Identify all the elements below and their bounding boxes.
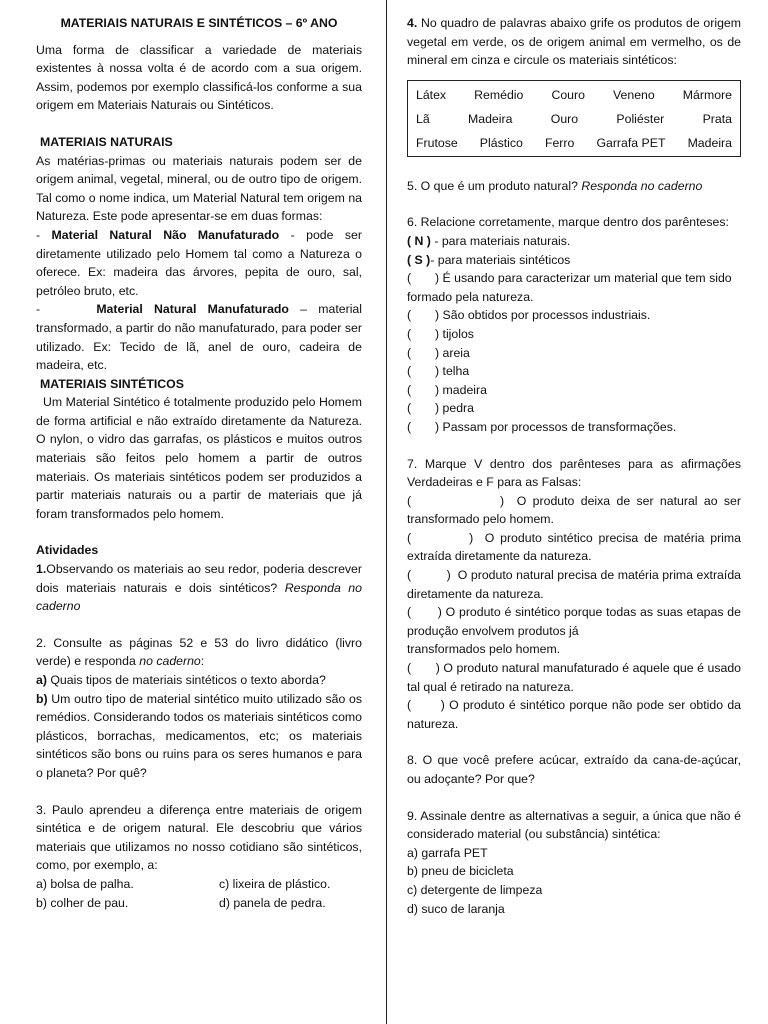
q9-option: b) pneu de bicicleta <box>407 864 514 879</box>
q6-key-s <box>407 251 741 270</box>
nao-manuf-label: Material Natural Não Manufaturado <box>51 227 280 242</box>
q7-item: ( ) O produto deixa de ser natural ao ser transformado pelo homem. <box>407 493 745 527</box>
q2b-text: Um outro tipo de material sintético muito utilizado são os remédios. Considerando todos os materiais sintéticos como plásticos, borrachas, medicamentos, etc; os materiais sintéticos são bons ou ruins para os seres humanos e para o planeta? Por quê? <box>36 691 362 780</box>
question-2a <box>36 671 362 690</box>
q6-item: ( ) tijolos <box>407 326 474 341</box>
word-row <box>416 83 732 107</box>
question-7: 7. Marque V dentro dos parênteses para as afirmações Verdadeiras e F para as Falsas: <box>407 456 741 490</box>
q3-option: b) colher de pau. <box>36 895 129 910</box>
q2-text: 2. Consulte as páginas 52 e 53 do livro didático (livro verde) e responda <box>36 635 362 669</box>
word: Látex <box>416 87 447 102</box>
column-divider <box>386 0 387 1024</box>
word: Plástico <box>479 135 523 150</box>
word: Prata <box>702 111 732 126</box>
nao-manuf-text: - pode ser diretamente utilizado pelo Homem tal como a Natureza o oferece. Ex: madeira das árvores, pepita de ouro, sal, petróleo bruto, etc. <box>36 227 362 298</box>
q6-key-s-text: - para materiais sintéticos <box>430 252 571 267</box>
q5-text: 5. O que é um produto natural? <box>407 178 582 193</box>
question-9: 9. Assinale dentre as alternativas a seguir, a única que não é considerado material (ou substância) sintética: <box>407 808 741 842</box>
q6-key-s-label: ( S ) <box>407 252 431 267</box>
word: Mármore <box>682 87 732 102</box>
q7-item: ( ) O produto sintético precisa de matéria prima extraída diretamente da natureza. <box>407 530 745 564</box>
page-title: MATERIAIS NATURAIS E SINTÉTICOS – 6º ANO <box>60 16 338 30</box>
question-8: 8. O que você prefere acúcar, extraído da cana-de-açúcar, ou adoçante? Por que? <box>407 753 741 786</box>
q1-number: 1. <box>36 562 47 577</box>
question-2b <box>36 690 362 783</box>
q2a-label: a) <box>36 673 47 687</box>
q6-item: ( ) Passam por processos de transformações. <box>407 419 677 434</box>
question-5 <box>407 177 741 196</box>
q6-item: ( ) areia <box>407 345 470 360</box>
word: Garrafa PET <box>596 135 666 150</box>
q9-option: d) suco de laranja <box>407 901 505 916</box>
word: Madeira <box>687 135 732 150</box>
word: Couro <box>551 87 585 102</box>
q9-option: a) garrafa PET <box>407 845 488 860</box>
naturais-text: As matérias-primas ou materiais naturais podem ser de origem animal, vegetal, mineral, ou de outro tipo de origem. Tal como o nome indica, um Material Natural tem origem na Natureza. Este pode apresentar-se em duas formas: <box>36 153 362 224</box>
intro-paragraph: Uma forma de classificar a variedade de materiais existentes à nossa volta é de acordo com a sua origem. Assim, podemos por exemplo classificá-los conforme a sua origem em Materiais Naturais ou Sintéticos. <box>36 42 362 113</box>
right-column <box>407 14 745 918</box>
q9-option: c) detergente de limpeza <box>407 882 543 897</box>
naturais-heading: MATERIAIS NATURAIS <box>40 134 173 149</box>
question-3: 3. Paulo aprendeu a diferença entre materiais de origem sintética e de origem natural. Ele descobriu que vários materiais que utilizamos no nosso cotidiano são sintéticos, como, por exemplo, a: <box>36 802 362 873</box>
q2-instruction: no caderno <box>139 654 201 669</box>
q7-item: transformados pelo homem. <box>407 642 561 657</box>
q2-colon: : <box>200 654 205 669</box>
q6-item: ( ) pedra <box>407 401 474 416</box>
word: Ferro <box>544 135 575 150</box>
q1-instruction: Responda no caderno <box>36 580 362 614</box>
word-row <box>416 107 732 131</box>
q6-key-n <box>407 232 741 251</box>
q7-item: ( ) O produto natural precisa de matéria prima extraída diretamente da natureza. <box>407 568 745 601</box>
q3-option: a) bolsa de palha. <box>36 876 134 891</box>
q5-instruction: Responda no caderno <box>581 178 703 193</box>
naturais-manufaturado: - Material Natural Manufaturado – material transformado, a partir do não manufaturado, para poder ser utilizado. Ex: Tecido de lã, anel de ouro, cadeira de madeira, etc. <box>36 302 362 373</box>
q4-number: 4. <box>407 16 418 30</box>
q2b-label: b) <box>36 691 48 706</box>
word: Remédio <box>474 87 524 102</box>
q6-item: ( ) telha <box>407 364 470 379</box>
q1-text: Observando os materiais ao seu redor, poderia descrever dois materiais naturais e dois sintéticos? <box>36 562 362 595</box>
q6-key-n-label: ( N ) <box>407 233 431 248</box>
q7-item: ( ) O produto natural manufaturado é aquele que é usado tal qual é retirado na natureza. <box>407 661 745 694</box>
q3-option: c) lixeira de plástico. <box>219 876 331 891</box>
q3-option: d) panela de pedra. <box>219 895 326 910</box>
word: Madeira <box>468 111 513 126</box>
question-2 <box>36 634 362 671</box>
q7-item: ( ) O produto é sintético porque todas as suas etapas de produção envolvem produtos já <box>407 605 745 638</box>
naturais-nao-manufaturado: - Material Natural Não Manufaturado - pode ser diretamente utilizado pelo Homem tal como a Natureza o oferece. Ex: madeira das árvores, pepita de ouro, sal, petróleo bruto, etc. <box>36 227 362 298</box>
question-1 <box>36 560 362 616</box>
manuf-label: Material Natural Manufaturado <box>96 302 289 317</box>
word: Lã <box>416 111 430 126</box>
q6-item: ( ) madeira <box>407 382 487 397</box>
q2a-text: Quais tipos de materiais sintéticos o texto aborda? <box>46 673 326 687</box>
q6-item: ( ) É usando para caracterizar um material que tem sido formado pela natureza. <box>407 271 736 304</box>
sinteticos-heading: MATERIAIS SINTÉTICOS <box>40 376 184 391</box>
q7-item: ( ) O produto é sintético porque não pode ser obtido da natureza. <box>407 698 745 731</box>
q6-key-n-text: - para materiais naturais. <box>430 233 571 248</box>
question-4 <box>407 14 741 70</box>
word-row <box>416 131 732 155</box>
word: Frutose <box>416 135 458 150</box>
sinteticos-text: Um Material Sintético é totalmente produzido pelo Homem de forma artificial e não extraído diretamente da Natureza. O nylon, o vidro das garrafas, os plásticos e muitos outros materiais são feitos pelo homem a partir de outros materiais. Os materiais sintéticos podem ser produzidos a partir materiais naturais ou a partir de materiais que já foram transformados pelo homem. <box>36 395 366 521</box>
word: Veneno <box>613 87 655 102</box>
left-column <box>36 14 366 912</box>
word: Ouro <box>550 111 579 126</box>
q3-options <box>36 875 362 912</box>
question-6: 6. Relacione corretamente, marque dentro dos parênteses: <box>407 215 729 230</box>
word: Poliéster <box>616 111 665 126</box>
manuf-text: – material transformado, a partir do não manufaturado, para poder ser utilizado. Ex: Tecido de lã, anel de ouro, cadeira de madeira, etc. <box>36 302 362 373</box>
q6-item: ( ) São obtidos por processos industriais. <box>407 308 651 323</box>
atividades-heading: Atividades <box>36 543 99 558</box>
q4-text: No quadro de palavras abaixo grife os produtos de origem vegetal em verde, os de origem animal em vermelho, os de mineral em cinza e circule os materiais sintéticos: <box>407 16 741 68</box>
word-box <box>407 80 741 157</box>
